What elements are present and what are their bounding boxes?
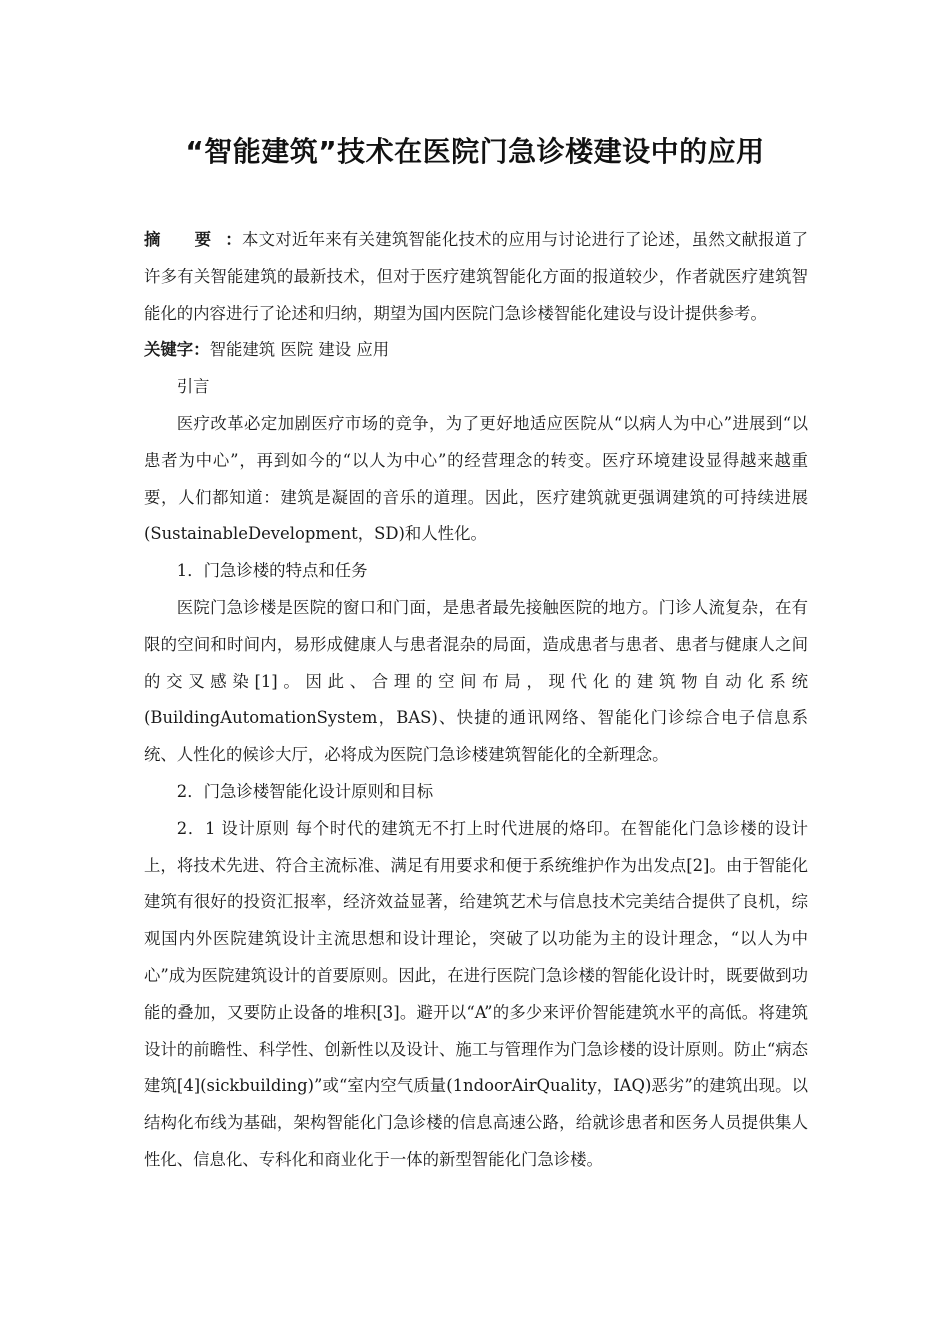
section-heading-2: 2．门急诊楼智能化设计原则和目标 <box>176 781 434 801</box>
body-paragraph: 医疗改革必定加剧医疗市场的竞争，为了更好地适应医院从“以病人为中心”进展到“以患者为中心”，再到如今的“以人为中心”的经营理念的转变。医疗环境建设显得越来越重要，人们都知道：建筑是凝固的音乐的道理。因此，医疗建筑就更强调建筑的可持续进展(SustainableDevelopment，SD)和人性化。 <box>144 413 808 544</box>
abstract-text: 本文对近年来有关建筑智能化技术的应用与讨论进行了论述，虽然文献报道了许多有关智能建筑的最新技术，但对于医疗建筑智能化方面的报道较少，作者就医疗建筑智能化的内容进行了论述和归纳，期望为国内医院门急诊楼智能化建设与设计提供参考。 <box>144 230 808 323</box>
keywords-label: 关键字 <box>144 340 194 360</box>
document-body <box>144 222 808 1179</box>
body-paragraph: 2．1 设计原则 每个时代的建筑无不打上时代进展的烙印。在智能化门急诊楼的设计上，将技术先进、符合主流标准、满足有用要求和便于系统维护作为出发点[2]。由于智能化建筑有很好的投资汇报率，经济效益显著，给建筑艺术与信息技术完美结合提供了良机，综观国内外医院建筑设计主流思想和设计理论，突破了以功能为主的设计理念，“以人为中心”成为医院建筑设计的首要原则。因此，在进行医院门急诊楼的智能化设计时，既要做到功能的叠加，又要防止设备的堆积[3]。避开以“A”的多少来评价智能建筑水平的高低。将建筑设计的前瞻性、科学性、创新性以及设计、施工与管理作为门急诊楼的设计原则。防止“病态建筑[4](sickbuilding)”或“室内空气质量(1ndoorAirQuality，IAQ)恶劣”的建筑出现。以结构化布线为基础，架构智能化门急诊楼的信息高速公路，给就诊患者和医务人员提供集人性化、信息化、专科化和商业化于一体的新型智能化门急诊楼。 <box>144 818 809 1169</box>
abstract-label-colon: ： <box>225 230 242 249</box>
section-heading-1: 1．门急诊楼的特点和任务 <box>176 561 368 581</box>
document-title: “智能建筑”技术在医院门急诊楼建设中的应用 <box>185 135 765 168</box>
section-heading-intro: 引言 <box>176 377 210 397</box>
keywords-text: 智能建筑 医院 建设 应用 <box>209 340 390 360</box>
body-paragraph: 医院门急诊楼是医院的窗口和门面，是患者最先接触医院的地方。门诊人流复杂，在有限的空间和时间内，易形成健康人与患者混杂的局面，造成患者与患者、患者与健康人之间的交叉感染[1]。因此、合理的空间布局，现代化的建筑物自动化系统(BuildingAutomationSystem，BAS)、快捷的通讯网络、智能化门诊综合电子信息系统、人性化的候诊大厅，必将成为医院门急诊楼建筑智能化的全新理念。 <box>144 597 808 765</box>
keywords-label-colon: ： <box>193 340 210 360</box>
abstract-label: 摘 要 <box>144 230 226 249</box>
abstract-paragraph <box>144 222 808 332</box>
keywords-paragraph <box>144 332 808 369</box>
